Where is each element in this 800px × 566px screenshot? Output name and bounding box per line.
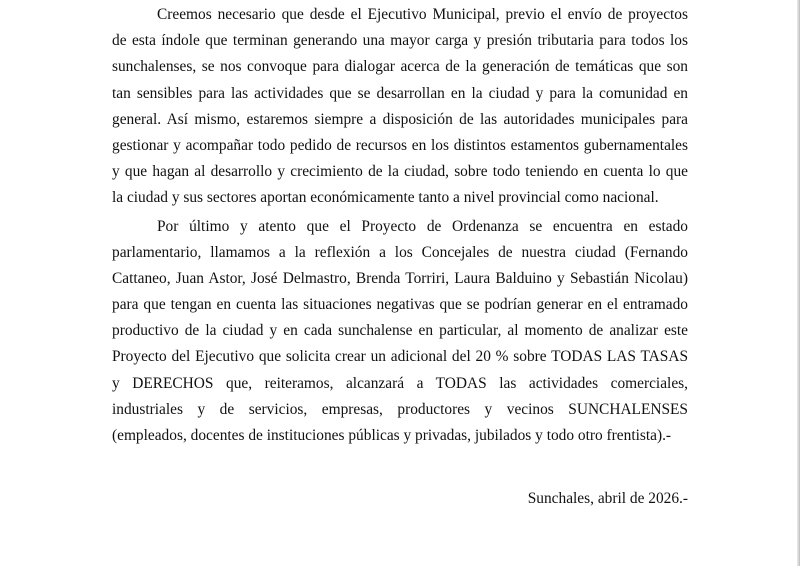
paragraph-line: tan sensibles para las actividades que se desarrollan en la ciudad y para la comunidad en — [112, 84, 688, 102]
document-body — [112, 2, 688, 449]
paragraph-line: general. Así mismo, estaremos siempre a disposición de las autoridades municipales para — [112, 110, 688, 128]
paragraph-1 — [112, 2, 688, 212]
paragraph-line: Cattaneo, Juan Astor, José Delmastro, Brenda Torriri, Laura Balduino y Sebastián Nicolau) — [112, 269, 688, 287]
paragraph-line: Por último y atento que el Proyecto de Ordenanza se encuentra en estado — [157, 217, 688, 235]
signature-date: Sunchales, abril de 2026.- — [527, 490, 688, 507]
paragraph-2 — [112, 214, 688, 450]
paragraph-line: de esta índole que terminan generando una mayor carga y presión tributaria para todos los — [112, 32, 688, 50]
paragraph-line: Creemos necesario que desde el Ejecutivo Municipal, previo el envío de proyectos — [157, 6, 688, 23]
paragraph-line: sunchalenses, se nos convoque para dialogar acerca de la generación de temáticas que son — [112, 58, 688, 76]
paragraph-line: la ciudad y sus sectores aportan económicamente tanto a nivel provincial como nacional. — [112, 189, 659, 207]
paragraph-line: (empleados, docentes de instituciones públicas y privadas, jubilados y todo otro frentista).- — [112, 427, 672, 444]
paragraph-line: productivo de la ciudad y en cada sunchalense en particular, al momento de analizar este — [112, 322, 688, 340]
paragraph-line: gestionar y acompañar todo pedido de recursos en los distintos estamentos gubernamentales — [112, 136, 688, 154]
paragraph-line: y que hagan al desarrollo y crecimiento de la ciudad, sobre todo teniendo en cuenta lo que — [112, 163, 688, 181]
paragraph-line: parlamentario, llamamos a la reflexión a los Concejales de nuestra ciudad (Fernando — [112, 243, 688, 261]
paragraph-line: industriales y de servicios, empresas, productores y vecinos SUNCHALENSES — [112, 400, 688, 418]
paragraph-line: Proyecto del Ejecutivo que solicita crear un adicional del 20 % sobre TODAS LAS TASAS — [112, 348, 688, 366]
paragraph-line: para que tengan en cuenta las situaciones negativas que se podrían generar en el entramado — [112, 296, 688, 314]
paragraph-line: y DERECHOS que, reiteramos, alcanzará a TODAS las actividades comerciales, — [112, 374, 688, 392]
